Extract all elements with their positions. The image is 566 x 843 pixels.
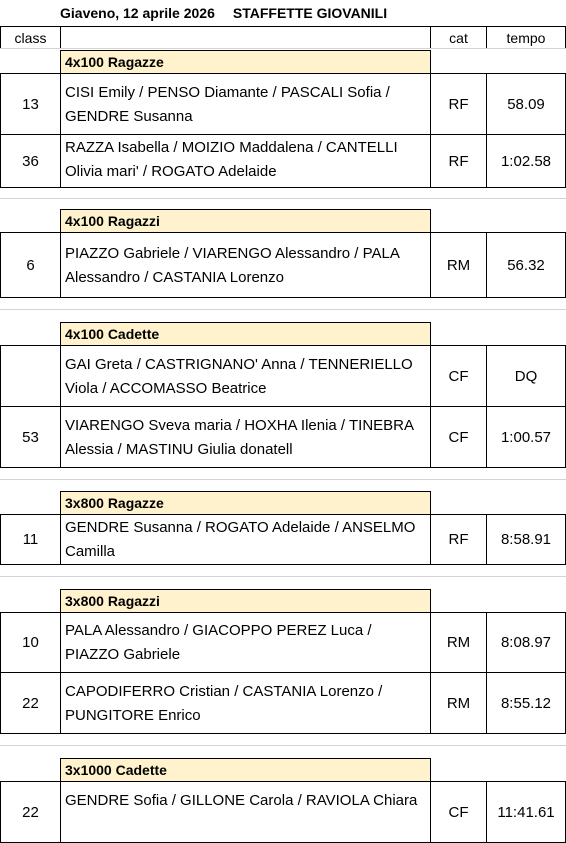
event-title: STAFFETTE GIOVANILI (232, 5, 388, 21)
page-title (60, 0, 387, 26)
col-header-class: class (0, 26, 61, 49)
row-tempo: 8:58.91 (486, 514, 566, 565)
row-class: 22 (0, 672, 61, 734)
row-tempo: 1:02.58 (486, 134, 566, 188)
row-tempo: 1:00.57 (486, 406, 566, 468)
col-header-tempo: tempo (486, 26, 566, 49)
section-header: 4x100 Ragazzi (60, 209, 431, 233)
row-tempo: 8:55.12 (486, 672, 566, 734)
col-header-names (60, 26, 431, 49)
row-tempo: 8:08.97 (486, 612, 566, 673)
row-class (0, 345, 61, 407)
row-class: 11 (0, 514, 61, 565)
section-header: 3x800 Ragazzi (60, 589, 431, 613)
grid-line (0, 309, 566, 310)
row-tempo: 58.09 (486, 73, 566, 135)
row-tempo: DQ (486, 345, 566, 407)
row-names: GENDRE Sofia / GILLONE Carola / RAVIOLA Chiara (60, 781, 431, 843)
row-tempo: 56.32 (486, 232, 566, 298)
row-cat: RM (430, 672, 487, 734)
row-class: 36 (0, 134, 61, 188)
row-names: PALA Alessandro / GIACOPPO PEREZ Luca / PIAZZO Gabriele (60, 612, 431, 673)
section-header: 3x1000 Cadette (60, 758, 431, 782)
section-header: 3x800 Ragazze (60, 491, 431, 515)
row-cat: CF (430, 406, 487, 468)
row-names: RAZZA Isabella / MOIZIO Maddalena / CANTELLI Olivia mari' / ROGATO Adelaide (60, 134, 431, 188)
section-header: 4x100 Cadette (60, 322, 431, 346)
grid-line (0, 745, 566, 746)
row-cat: RF (430, 73, 487, 135)
row-cat: RF (430, 514, 487, 565)
grid-line (0, 479, 566, 480)
row-cat: RF (430, 134, 487, 188)
grid-line (0, 576, 566, 577)
location-date: Giaveno, 12 aprile 2026 (60, 5, 215, 21)
row-names: GAI Greta / CASTRIGNANO' Anna / TENNERIELLO Viola / ACCOMASSO Beatrice (60, 345, 431, 407)
grid-line (0, 48, 566, 49)
row-cat: CF (430, 781, 487, 843)
row-class: 53 (0, 406, 61, 468)
row-class: 22 (0, 781, 61, 843)
row-names: VIARENGO Sveva maria / HOXHA Ilenia / TINEBRA Alessia / MASTINU Giulia donatell (60, 406, 431, 468)
grid-line (0, 198, 566, 199)
row-names: PIAZZO Gabriele / VIARENGO Alessandro / PALA Alessandro / CASTANIA Lorenzo (60, 232, 431, 298)
row-class: 6 (0, 232, 61, 298)
col-header-cat: cat (430, 26, 487, 49)
row-cat: RM (430, 232, 487, 298)
row-class: 13 (0, 73, 61, 135)
row-class: 10 (0, 612, 61, 673)
row-cat: CF (430, 345, 487, 407)
row-names: GENDRE Susanna / ROGATO Adelaide / ANSELMO Camilla (60, 514, 431, 565)
row-tempo: 11:41.61 (486, 781, 566, 843)
section-header: 4x100 Ragazze (60, 50, 431, 74)
row-names: CISI Emily / PENSO Diamante / PASCALI Sofia / GENDRE Susanna (60, 73, 431, 135)
row-cat: RM (430, 612, 487, 673)
row-names: CAPODIFERRO Cristian / CASTANIA Lorenzo / PUNGITORE Enrico (60, 672, 431, 734)
